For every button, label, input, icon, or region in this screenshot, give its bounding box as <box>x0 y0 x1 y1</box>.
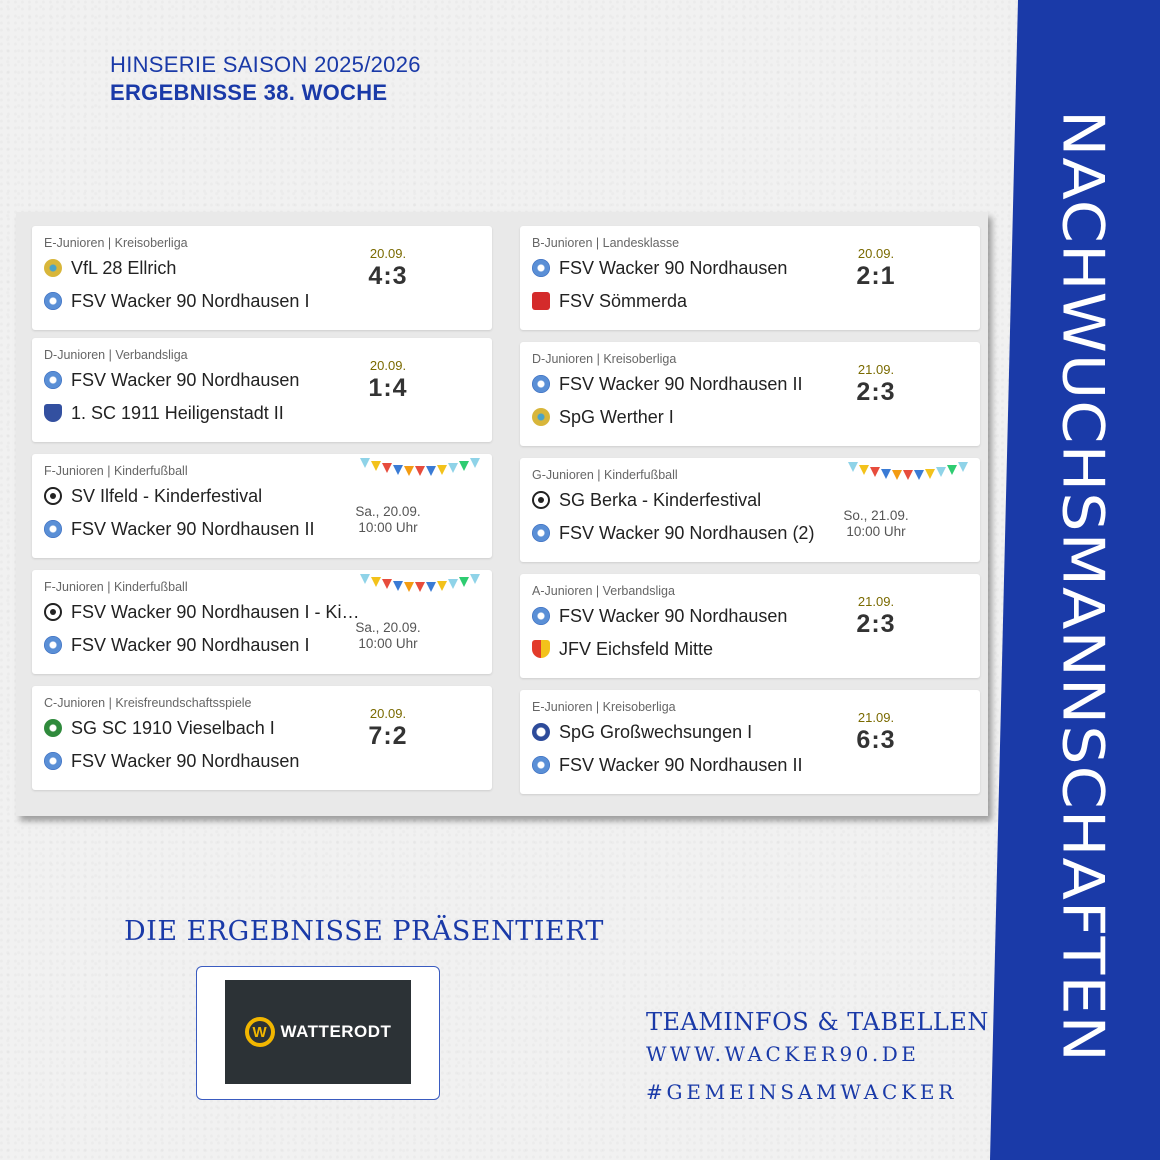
home-team: FSV Wacker 90 Nordhausen <box>532 256 862 280</box>
away-team: 1. SC 1911 Heiligenstadt II <box>44 401 374 425</box>
football-icon <box>44 487 62 505</box>
league-label: F-Junioren | Kinderfußball <box>44 464 188 478</box>
football-icon <box>44 603 62 621</box>
match-score: 4:3 <box>368 262 408 290</box>
bunting-flag <box>936 467 946 477</box>
match-card[interactable] <box>32 226 492 330</box>
club-logo-icon <box>44 752 62 770</box>
match-score: 2:3 <box>856 378 896 406</box>
home-team: SpG Großwechsungen I <box>532 720 862 744</box>
away-team: FSV Sömmerda <box>532 289 862 313</box>
watterodt-logo-icon: W <box>245 1017 275 1047</box>
away-team: FSV Wacker 90 Nordhausen (2) <box>532 521 862 545</box>
bunting-flag <box>914 470 924 480</box>
away-team: FSV Wacker 90 Nordhausen I <box>44 289 374 313</box>
kickoff-info: Sa., 20.09. 10:00 Uhr <box>355 620 421 651</box>
match-date: 21.09. <box>857 362 895 377</box>
club-logo-icon <box>44 292 62 310</box>
match-card[interactable] <box>520 690 980 794</box>
match-card[interactable] <box>32 338 492 442</box>
club-logo-icon <box>532 723 550 741</box>
club-logo-icon <box>532 408 550 426</box>
bunting-flag <box>470 574 480 584</box>
match-date: 21.09. <box>857 594 895 609</box>
match-card[interactable] <box>520 458 980 562</box>
match-date: 21.09. <box>857 710 895 725</box>
club-logo-icon <box>44 520 62 538</box>
club-logo-icon <box>44 404 62 422</box>
league-label: D-Junioren | Verbandsliga <box>44 348 188 362</box>
league-label: D-Junioren | Kreisoberliga <box>532 352 677 366</box>
league-label: G-Junioren | Kinderfußball <box>532 468 678 482</box>
week-heading: ERGEBNISSE 38. WOCHE <box>110 80 388 105</box>
match-date: 20.09. <box>369 358 407 373</box>
club-logo-icon <box>532 756 550 774</box>
footer-teaminfos: TEAMINFOS & TABELLEN <box>646 1008 989 1036</box>
home-team: VfL 28 Ellrich <box>44 256 374 280</box>
match-card[interactable] <box>32 570 492 674</box>
bunting-flag <box>848 462 858 472</box>
league-label: C-Junioren | Kreisfreundschaftsspiele <box>44 696 252 710</box>
football-icon <box>532 491 550 509</box>
bunting-flag <box>382 579 392 589</box>
season-heading: HINSERIE SAISON 2025/2026 <box>110 52 421 77</box>
bunting-flag <box>947 465 957 475</box>
bunting-flag <box>404 466 414 476</box>
match-score: 2:1 <box>856 262 896 290</box>
footer-website-link[interactable]: WWW.WACKER90.DE <box>646 1042 920 1066</box>
home-team: SG SC 1910 Vieselbach I <box>44 716 374 740</box>
bunting-flag <box>393 465 403 475</box>
sponsor-logo <box>225 980 411 1084</box>
league-label: E-Junioren | Kreisoberliga <box>44 236 188 250</box>
bunting-flag <box>470 458 480 468</box>
league-label: B-Junioren | Landesklasse <box>532 236 680 250</box>
bunting-flag <box>958 462 968 472</box>
footer-hashtag: #GEMEINSAMWACKER <box>646 1080 958 1104</box>
bunting-flag <box>393 581 403 591</box>
bunting-flag <box>360 574 370 584</box>
bunting-flag <box>870 467 880 477</box>
match-card[interactable] <box>520 342 980 446</box>
home-team: FSV Wacker 90 Nordhausen II <box>532 372 862 396</box>
home-team: FSV Wacker 90 Nordhausen <box>44 368 374 392</box>
results-panel <box>16 212 988 816</box>
match-date: 20.09. <box>857 246 895 261</box>
club-logo-icon <box>44 636 62 654</box>
club-logo-icon <box>532 524 550 542</box>
bunting-flag <box>459 461 469 471</box>
bunting-flag <box>415 466 425 476</box>
match-score: 2:3 <box>856 610 896 638</box>
club-logo-icon <box>532 640 550 658</box>
bunting-flag <box>892 470 902 480</box>
bunting-flag <box>371 577 381 587</box>
match-score: 1:4 <box>368 374 408 402</box>
match-card[interactable] <box>520 574 980 678</box>
bunting-flag <box>426 466 436 476</box>
kickoff-info: So., 21.09. 10:00 Uhr <box>843 508 909 539</box>
bunting-flag <box>371 461 381 471</box>
away-team: FSV Wacker 90 Nordhausen <box>44 749 374 773</box>
sponsor-heading: DIE ERGEBNISSE PRÄSENTIERT <box>124 916 604 947</box>
bunting-flag <box>415 582 425 592</box>
bunting-flag <box>859 465 869 475</box>
home-team: FSV Wacker 90 Nordhausen <box>532 604 862 628</box>
club-logo-icon <box>532 259 550 277</box>
home-team: FSV Wacker 90 Nordhausen I - Ki… <box>44 600 374 624</box>
club-logo-icon <box>532 292 550 310</box>
club-logo-icon <box>44 259 62 277</box>
club-logo-icon <box>44 371 62 389</box>
match-card[interactable] <box>520 226 980 330</box>
garland-icon <box>848 458 972 484</box>
match-score: 6:3 <box>856 726 896 754</box>
bunting-flag <box>903 470 913 480</box>
bunting-flag <box>426 582 436 592</box>
away-team: FSV Wacker 90 Nordhausen II <box>44 517 374 541</box>
league-label: E-Junioren | Kreisoberliga <box>532 700 676 714</box>
garland-icon <box>360 570 484 596</box>
home-team: SV Ilfeld - Kinderfestival <box>44 484 374 508</box>
bunting-flag <box>925 469 935 479</box>
club-logo-icon <box>44 719 62 737</box>
away-team: FSV Wacker 90 Nordhausen II <box>532 753 862 777</box>
bunting-flag <box>448 463 458 473</box>
match-date: 20.09. <box>369 246 407 261</box>
match-score: 7:2 <box>368 722 408 750</box>
bunting-flag <box>448 579 458 589</box>
bunting-flag <box>437 581 447 591</box>
match-card[interactable] <box>32 454 492 558</box>
club-logo-icon <box>532 607 550 625</box>
bunting-flag <box>437 465 447 475</box>
sidebar-title: NACHWUCHSMANNSCHAFTEN <box>1049 110 1118 1063</box>
sponsor-box[interactable] <box>196 966 440 1100</box>
match-card[interactable] <box>32 686 492 790</box>
away-team: JFV Eichsfeld Mitte <box>532 637 862 661</box>
sponsor-name: WATTERODT <box>280 1022 392 1041</box>
garland-icon <box>360 454 484 480</box>
bunting-flag <box>360 458 370 468</box>
club-logo-icon <box>532 375 550 393</box>
bunting-flag <box>881 469 891 479</box>
away-team: SpG Werther I <box>532 405 862 429</box>
bunting-flag <box>459 577 469 587</box>
away-team: FSV Wacker 90 Nordhausen I <box>44 633 374 657</box>
bunting-flag <box>382 463 392 473</box>
bunting-flag <box>404 582 414 592</box>
league-label: A-Junioren | Verbandsliga <box>532 584 675 598</box>
kickoff-info: Sa., 20.09. 10:00 Uhr <box>355 504 421 535</box>
home-team: SG Berka - Kinderfestival <box>532 488 862 512</box>
match-date: 20.09. <box>369 706 407 721</box>
league-label: F-Junioren | Kinderfußball <box>44 580 188 594</box>
